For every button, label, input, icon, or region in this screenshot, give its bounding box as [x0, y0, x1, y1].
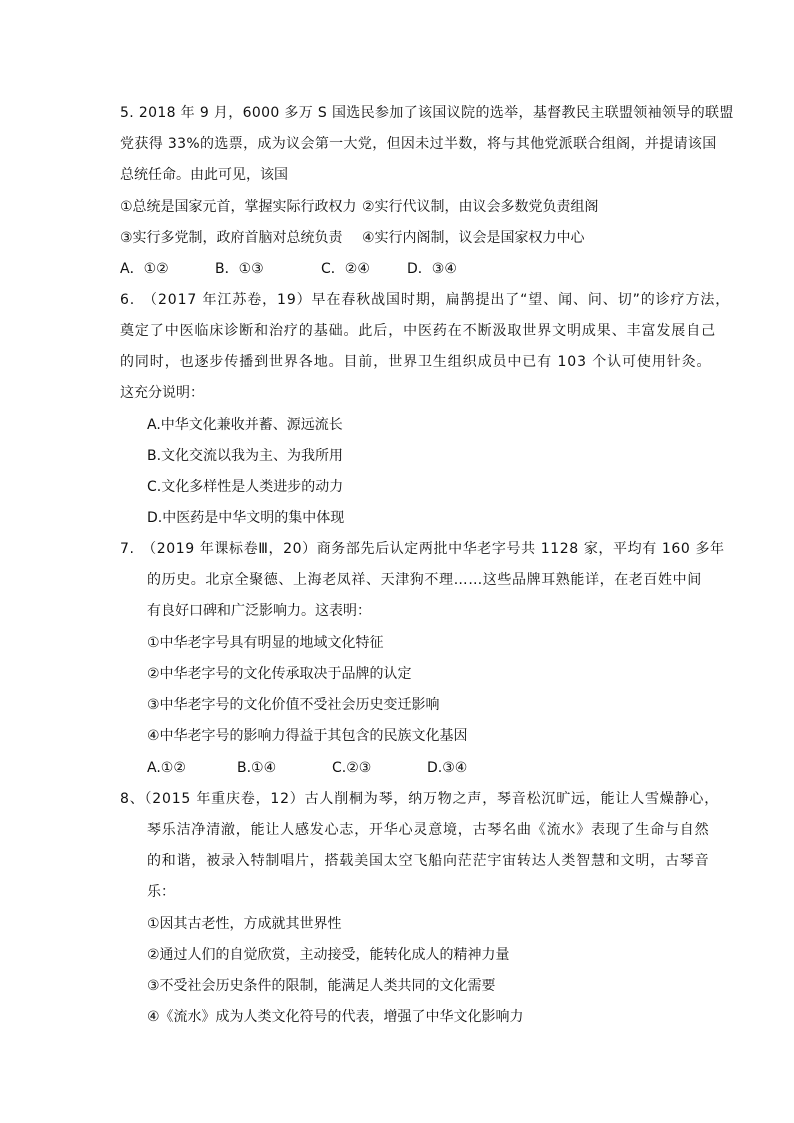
question-7-choice-c: C.②③	[332, 760, 372, 776]
question-7-choice-a: A.①②	[147, 760, 186, 776]
question-5-line-3: 总统任命。由此可见，该国	[120, 167, 288, 183]
question-8-line-2: 琴乐洁净清澈，能让人感发心志，开华心灵意境，古琴名曲《流水》表现了生命与自然	[147, 822, 710, 838]
question-6-choice-c: C.文化多样性是人类进步的动力	[147, 479, 344, 495]
question-6-choice-a: A.中华文化兼收并蓄、源远流长	[147, 417, 343, 433]
question-6-choice-b: B.文化交流以我为主、为我所用	[147, 448, 344, 464]
question-7-line-1: 7. （2019 年课标卷Ⅲ，20）商务部先后认定两批中华老字号共 1128 家，平均有 160 多年	[120, 541, 725, 557]
question-7-line-3: 有良好口碑和广泛影响力。这表明：	[147, 603, 371, 619]
question-5-choice-a: A．①②	[120, 261, 169, 277]
question-5-statement-2: ②实行代议制，由议会多数党负责组阁	[362, 199, 599, 215]
question-5-line-2: 党获得 33%的选票，成为议会第一大党，但因未过半数，将与其他党派联合组阁，并提请该国	[120, 136, 717, 152]
question-6-line-2: 奠定了中医临床诊断和治疗的基础。此后，中医药在不断汲取世界文明成果、丰富发展自己	[120, 323, 716, 339]
question-6-line-3: 的同时，也逐步传播到世界各地。目前，世界卫生组织成员中已有 103 个认可使用针灸。	[120, 354, 712, 370]
question-7-statement-1: ①中华老字号具有明显的地域文化特征	[147, 635, 384, 651]
question-5-line-1: 5. 2018 年 9 月，6000 多万 S 国选民参加了该国议院的选举，基督教民主联盟领袖领导的联盟	[120, 105, 734, 121]
question-7-statement-4: ④中华老字号的影响力得益于其包含的民族文化基因	[147, 728, 468, 744]
question-8-statement-2: ②通过人们的自觉欣赏，主动接受，能转化成人的精神力量	[147, 947, 510, 963]
question-6-choice-d: D.中医药是中华文明的集中体现	[147, 510, 345, 526]
question-5-statement-3: ③实行多党制，政府首脑对总统负责	[120, 230, 343, 246]
question-5-choice-c: C．②④	[321, 261, 370, 277]
question-6-line-1: 6. （2017 年江苏卷，19）早在春秋战国时期，扁鹊提出了“望、闻、问、切”的诊疗方法，	[120, 292, 731, 308]
question-5-choice-b: B．①③	[215, 261, 264, 277]
question-7-statement-2: ②中华老字号的文化传承取决于品牌的认定	[147, 666, 412, 682]
question-8-line-3: 的和谐，被录入特制唱片，搭载美国太空飞船向茫茫宇宙转达人类智慧和文明，古琴音	[147, 853, 710, 869]
question-5-statement-4: ④实行内阁制，议会是国家权力中心	[362, 230, 585, 246]
question-7-choice-b: B.①④	[237, 760, 277, 776]
question-7-choice-d: D.③④	[427, 760, 468, 776]
question-7-statement-3: ③中华老字号的文化价值不受社会历史变迁影响	[147, 697, 440, 713]
question-8-statement-3: ③不受社会历史条件的限制，能满足人类共同的文化需要	[147, 978, 496, 994]
question-8-line-1: 8、（2015 年重庆卷，12）古人削桐为琴，纳万物之声，琴音松沉旷远，能让人雪燥静心，	[120, 791, 719, 807]
question-7-line-2: 的历史。北京全聚德、上海老凤祥、天津狗不理……这些品牌耳熟能详，在老百姓中间	[147, 572, 702, 588]
question-8-statement-4: ④《流水》成为人类文化符号的代表，增强了中华文化影响力	[147, 1009, 524, 1025]
question-6-line-4: 这充分说明：	[120, 385, 204, 401]
question-8-statement-1: ①因其古老性，方成就其世界性	[147, 916, 342, 932]
question-5-choice-d: D．③④	[407, 261, 457, 277]
question-5-statement-1: ①总统是国家元首，掌握实际行政权力	[120, 199, 357, 215]
question-8-line-4: 乐：	[147, 884, 175, 900]
